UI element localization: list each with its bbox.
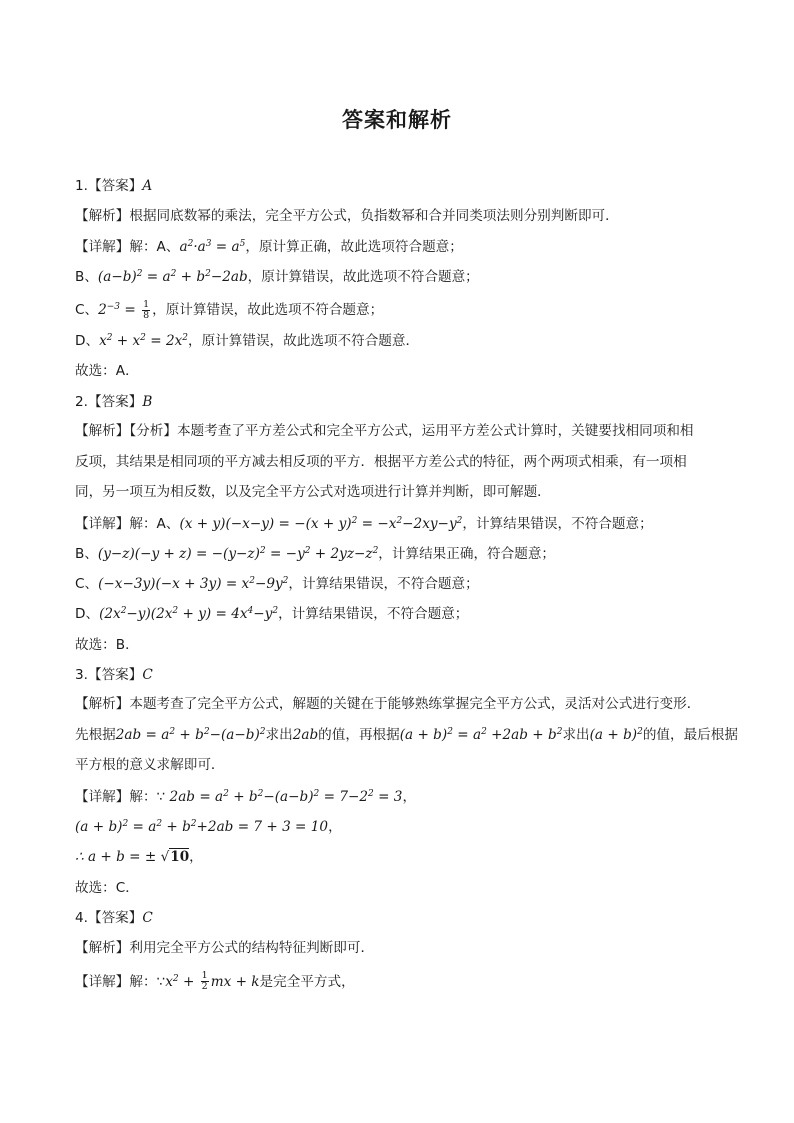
math-expr: $x^2$ + <box>165 973 199 990</box>
detail-text: ，计算结果错误，不符合题意； <box>462 515 653 532</box>
math-expr: $(-x-3y)(-x + 3y) = x^2-9y^2$ <box>98 576 289 593</box>
q1-number: 1. <box>75 178 88 194</box>
q4-analysis-line: 【解析】利用完全平方公式的结构特征判断即可． <box>75 940 375 957</box>
detail-lead: 【详解】解：A、 <box>75 515 180 532</box>
option-lead: D、 <box>75 333 100 350</box>
q1-analysis-line <box>75 204 725 234</box>
math-expr: $(2x^2-y)(2x^2 + y) = 4x^4-y^2$ <box>99 606 279 623</box>
analysis-tag: 【解析】 <box>75 208 130 225</box>
q3-number: 3. <box>75 667 88 684</box>
math-expr: ∴ a + b = ± <box>75 849 161 866</box>
q2-answer-value: B <box>142 393 153 410</box>
q2-analysis-line-1: 【解析】【分析】本题考查了平方差公式和完全平方公式，运用平方差公式计算时，关键要找相同项和相 <box>75 423 694 440</box>
math-expr: $(a + b)^2 = a^2 + b^2+2ab = 7 + 3 = 10$ <box>75 819 329 836</box>
q2-choice: 故选：B． <box>75 636 139 653</box>
q1-answer-value: A <box>142 178 153 194</box>
q4-answer-value: C <box>142 910 153 927</box>
page-title: 答案和解析 <box>342 108 452 132</box>
math-expr: $x^2 + x^2 = 2x^2$ <box>99 333 188 350</box>
detail-lead: 【详解】解：∵ <box>75 788 170 805</box>
q1-detail-c <box>75 295 725 329</box>
option-lead: C、 <box>75 302 99 319</box>
detail-text: ，原计算正确，故此选项符合题意； <box>245 238 463 255</box>
detail-text: ，计算结果正确，符合题意； <box>378 545 556 562</box>
answer-tag: 【答案】 <box>87 667 143 684</box>
q3-choice: 故选：C． <box>75 879 139 896</box>
answer-tag: 【答案】 <box>87 393 143 410</box>
fraction: $\frac{1}{2}$ <box>201 970 208 993</box>
square-root: √10 <box>160 849 190 866</box>
q3-analysis-line-1: 【解析】本题考查了完全平方公式，解题的关键在于能够熟练掌握完全平方公式，灵活对公式进行变形． <box>75 696 701 713</box>
q1-detail-a <box>75 235 725 265</box>
q2-answer-line <box>75 390 725 420</box>
option-lead: B、 <box>75 545 98 562</box>
option-lead: B、 <box>75 268 98 285</box>
q3-answer-line <box>75 663 725 693</box>
math-expr: $2ab = a^2 + b^2-(a-b)^2 = 7-2^2 = 3$ <box>169 788 403 805</box>
math-expr: $2^{-3}$ = <box>98 302 141 319</box>
math-expr: $(a-b)^2 = a^2 + b^2-2ab$ <box>97 268 248 285</box>
detail-text: ，原计算错误，故此选项不符合题意； <box>247 268 479 285</box>
q2-number: 2. <box>75 393 88 410</box>
detail-tag: 【详解】 <box>75 238 130 255</box>
option-lead: C、 <box>75 576 99 593</box>
q1-answer-line <box>75 174 725 204</box>
math-expr: $a^2\cdot a^3 = a^5$ <box>179 238 246 255</box>
q2-analysis-line-3: 同，另一项互为相反数，以及完全平方公式对选项进行计算并判断，即可解题． <box>75 484 551 501</box>
q3-analysis-line-3: 平方根的意义求解即可． <box>75 757 225 774</box>
math-expr: $(y-z)(-y + z) = -(y-z)^2 = -y^2 + 2yz-z^2$ <box>97 545 379 562</box>
q3-answer-value: C <box>142 667 153 684</box>
q2-detail-a <box>75 512 725 542</box>
detail-text: ，计算结果错误，不符合题意； <box>278 606 469 623</box>
q2-detail-d <box>75 602 725 632</box>
q3-detail-3: ∴ a + b = ± √10， <box>75 849 203 866</box>
q1-detail-d <box>75 329 725 359</box>
q4-number: 4. <box>75 910 88 927</box>
detail-lead: 解：A、 <box>129 238 180 255</box>
answer-tag: 【答案】 <box>87 178 143 194</box>
q3-analysis-line-2: 先根据$2ab = a^2 + b^2-(a-b)^2$求出2ab的值，再根据$(a + b)^2 = a^2 +2ab + b^2$求出$(a + b)^2$的值，最后根据 <box>75 726 738 743</box>
detail-lead: 【详解】解：∵ <box>75 973 166 990</box>
q2-analysis-line-2: 反项，其结果是相同项的平方减去相反项的平方．根据平方差公式的特征，两个两项式相乘，有一项相 <box>75 453 687 470</box>
math-expr: $(x + y)(-x-y) = -(x + y)^2 = -x^2-2xy-y^2$ <box>179 515 463 532</box>
option-lead: D、 <box>75 606 100 623</box>
q1-analysis-text: 根据同底数幂的乘法，完全平方公式，负指数幂和合并同类项法则分别判断即可． <box>129 208 619 225</box>
q2-detail-b <box>75 542 725 572</box>
q3-detail-2: $(a + b)^2 = a^2 + b^2+2ab = 7 + 3 = 10$， <box>75 819 342 836</box>
answer-content <box>75 174 738 1001</box>
q3-detail-1: 【详解】解：∵ $2ab = a^2 + b^2-(a-b)^2 = 7-2^2 = 3$， <box>75 788 417 805</box>
q4-detail-1: 【详解】解：$\because x^2$ + $\frac{1}{2}$ mx + k是完全平方式， <box>75 970 355 993</box>
detail-text: ，原计算错误，故此选项不符合题意； <box>152 302 384 319</box>
q4-answer-line <box>75 906 725 936</box>
q1-choice: 故选：A． <box>75 363 139 380</box>
detail-text: ，原计算错误，故此选项不符合题意． <box>188 333 420 350</box>
detail-text: ，计算结果错误，不符合题意； <box>288 576 479 593</box>
q1-detail-b <box>75 265 725 295</box>
fraction: $\frac{1}{8}$ <box>143 298 150 321</box>
answer-tag: 【答案】 <box>87 910 143 927</box>
q2-detail-c <box>75 572 725 602</box>
